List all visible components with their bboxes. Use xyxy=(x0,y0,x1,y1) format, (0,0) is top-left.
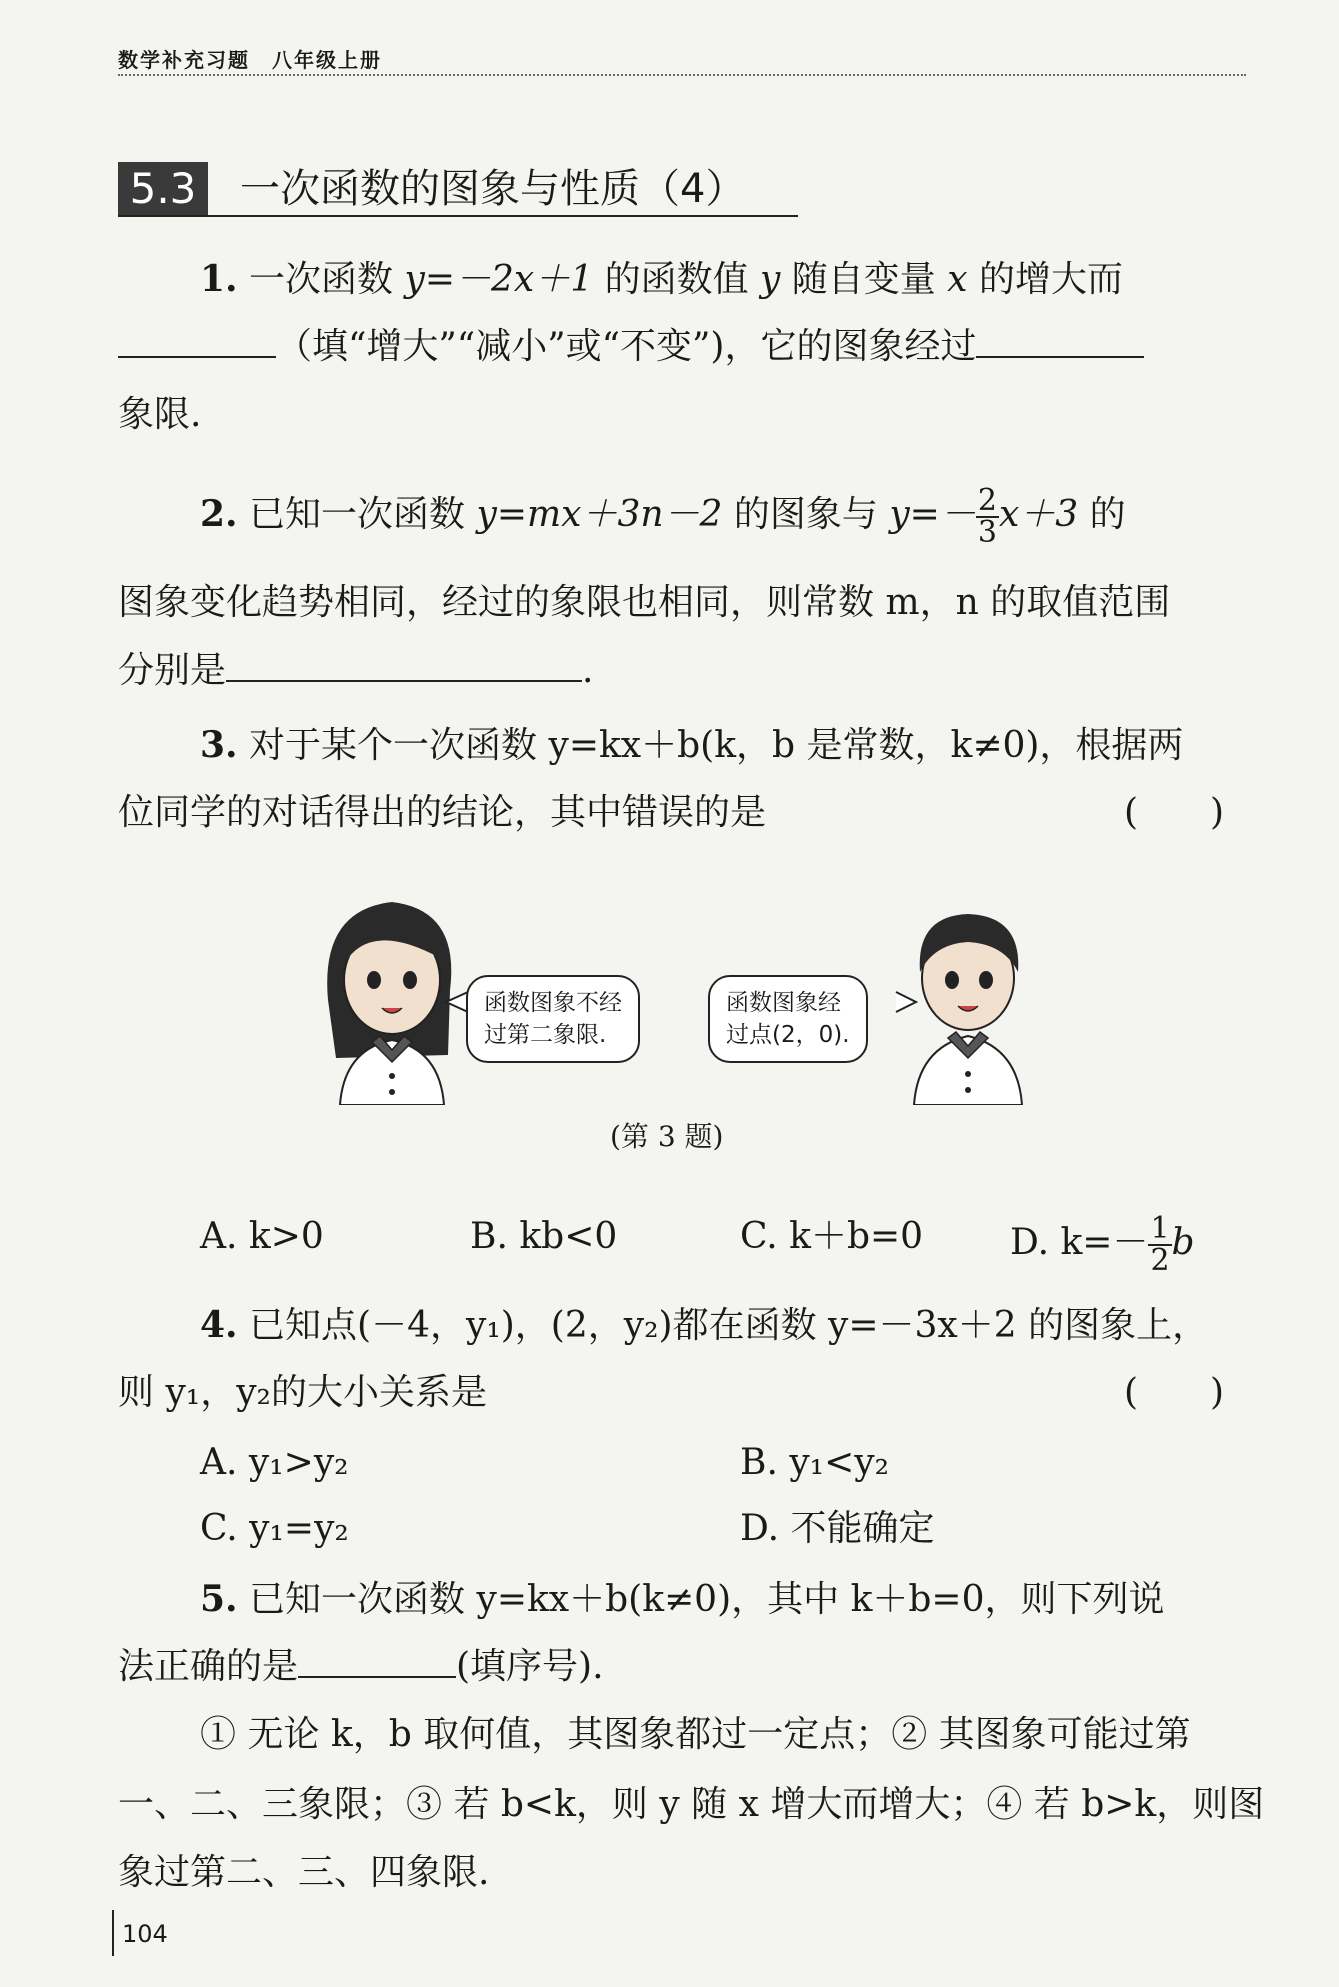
q1-number: 1. xyxy=(200,258,238,300)
fraction-numerator: 2 xyxy=(977,483,997,518)
page-number: 104 xyxy=(122,1920,168,1948)
header-divider xyxy=(118,74,1246,76)
q1-answer-blank-2[interactable] xyxy=(976,326,1144,358)
q2-fraction xyxy=(976,483,999,550)
q1-line-2 xyxy=(118,324,1144,370)
q5-answer-blank[interactable] xyxy=(298,1646,456,1678)
q4-option-b[interactable]: B. y₁<y₂ xyxy=(740,1442,890,1483)
q1-line-1 xyxy=(200,256,1123,303)
q1-text: 一次函数 xyxy=(249,259,405,300)
q3-line-1 xyxy=(200,722,1183,769)
q2-text: 的 xyxy=(1078,494,1126,535)
q1-var-x: x xyxy=(947,259,968,300)
q3-option-d[interactable] xyxy=(1010,1211,1195,1278)
fraction-denominator: 2 xyxy=(1150,1243,1170,1278)
q2-text: . xyxy=(582,650,594,691)
q5-line-5: 象过第二、三、四象限. xyxy=(118,1852,490,1893)
dialogue-illustration xyxy=(300,880,1060,1105)
section-title: 一次函数的图象与性质（4） xyxy=(240,166,746,212)
q1-text: 随自变量 xyxy=(780,259,948,300)
q2-number: 2. xyxy=(200,493,238,535)
q4-answer-parentheses[interactable]: ( ) xyxy=(1124,1372,1225,1413)
girl-bubble-line-2: 过第二象限. xyxy=(484,1022,607,1048)
q4-line-1 xyxy=(200,1302,1208,1349)
q3-option-c[interactable]: C. k＋b=0 xyxy=(740,1216,924,1257)
q2-equation: y=mx＋3n－2 xyxy=(476,494,723,535)
girl-bubble-line-1: 函数图象不经 xyxy=(484,990,622,1016)
q3-line-2: 位同学的对话得出的结论，其中错误的是 xyxy=(118,792,767,833)
q5-line-3: ① 无论 k，b 取何值，其图象都过一定点；② 其图象可能过第 xyxy=(200,1714,1191,1755)
q3-text: 对于某个一次函数 y=kx＋b(k，b 是常数，k≠0)，根据两 xyxy=(249,725,1184,766)
q1-line-3: 象限. xyxy=(118,394,202,435)
girl-speech-bubble xyxy=(466,975,640,1063)
q3-number: 3. xyxy=(200,724,238,766)
q5-line-1 xyxy=(200,1576,1165,1623)
boy-figure xyxy=(914,914,1022,1105)
q1-text: 的函数值 xyxy=(593,259,761,300)
q5-number: 5. xyxy=(200,1578,238,1620)
q3-answer-parentheses[interactable]: ( ) xyxy=(1124,792,1225,833)
q4-number: 4. xyxy=(200,1304,238,1346)
q5-text: 法正确的是 xyxy=(118,1646,299,1687)
boy-bubble-line-2: 过点(2，0). xyxy=(726,1022,850,1048)
boy-speech-bubble xyxy=(708,975,868,1063)
q1-text: （填“增大”“减小”或“不变”)，它的图象经过 xyxy=(276,326,977,367)
boy-bubble-tail xyxy=(896,992,916,1012)
q4-option-d[interactable]: D. 不能确定 xyxy=(740,1508,935,1549)
q2-text: 分别是 xyxy=(118,650,227,691)
fraction-numerator: 1 xyxy=(1150,1211,1170,1246)
q3-option-d-fraction xyxy=(1148,1211,1171,1278)
q1-var-y: y xyxy=(760,259,781,300)
q4-option-c[interactable]: C. y₁=y₂ xyxy=(200,1508,349,1549)
q4-option-a[interactable]: A. y₁>y₂ xyxy=(200,1442,349,1483)
q2-answer-blank[interactable] xyxy=(226,650,582,682)
q1-text: 的增大而 xyxy=(967,259,1124,300)
fraction-denominator: 3 xyxy=(977,515,997,550)
q3-option-d-var: b xyxy=(1171,1222,1195,1263)
q2-text: 的图象与 xyxy=(722,494,890,535)
q2-line-1 xyxy=(200,483,1126,550)
q5-text: (填序号). xyxy=(456,1646,604,1687)
q2-text: 已知一次函数 xyxy=(249,494,477,535)
girl-figure xyxy=(327,902,451,1105)
q4-text: 已知点(－4，y₁)，(2，y₂)都在函数 y=－3x＋2 的图象上， xyxy=(249,1305,1209,1346)
page-number-bar xyxy=(112,1910,114,1956)
q2-equation: y=－ xyxy=(889,494,976,535)
q4-line-2: 则 y₁，y₂的大小关系是 xyxy=(118,1372,487,1413)
q3-option-d-text: D. k=－ xyxy=(1010,1222,1149,1263)
q2-line-2: 图象变化趋势相同，经过的象限也相同，则常数 m，n 的取值范围 xyxy=(118,582,1171,623)
q5-text: 已知一次函数 y=kx＋b(k≠0)，其中 k＋b=0，则下列说 xyxy=(249,1579,1165,1620)
q3-option-a[interactable]: A. k>0 xyxy=(200,1216,324,1257)
q1-answer-blank-1[interactable] xyxy=(118,326,276,358)
boy-bubble-line-1: 函数图象经 xyxy=(726,990,841,1016)
q2-equation: x＋3 xyxy=(998,494,1079,535)
q1-equation: y=－2x＋1 xyxy=(404,259,594,300)
section-underline xyxy=(118,215,798,217)
running-header: 数学补充习题 八年级上册 xyxy=(118,48,382,72)
q5-line-4: 一、二、三象限；③ 若 b<k，则 y 随 x 增大而增大；④ 若 b>k，则图 xyxy=(118,1784,1265,1825)
q2-line-3 xyxy=(118,648,593,694)
q3-option-b[interactable]: B. kb<0 xyxy=(470,1216,618,1257)
section-number: 5.3 xyxy=(118,162,208,216)
q5-line-2 xyxy=(118,1644,604,1690)
figure-caption: (第 3 题) xyxy=(610,1120,724,1153)
